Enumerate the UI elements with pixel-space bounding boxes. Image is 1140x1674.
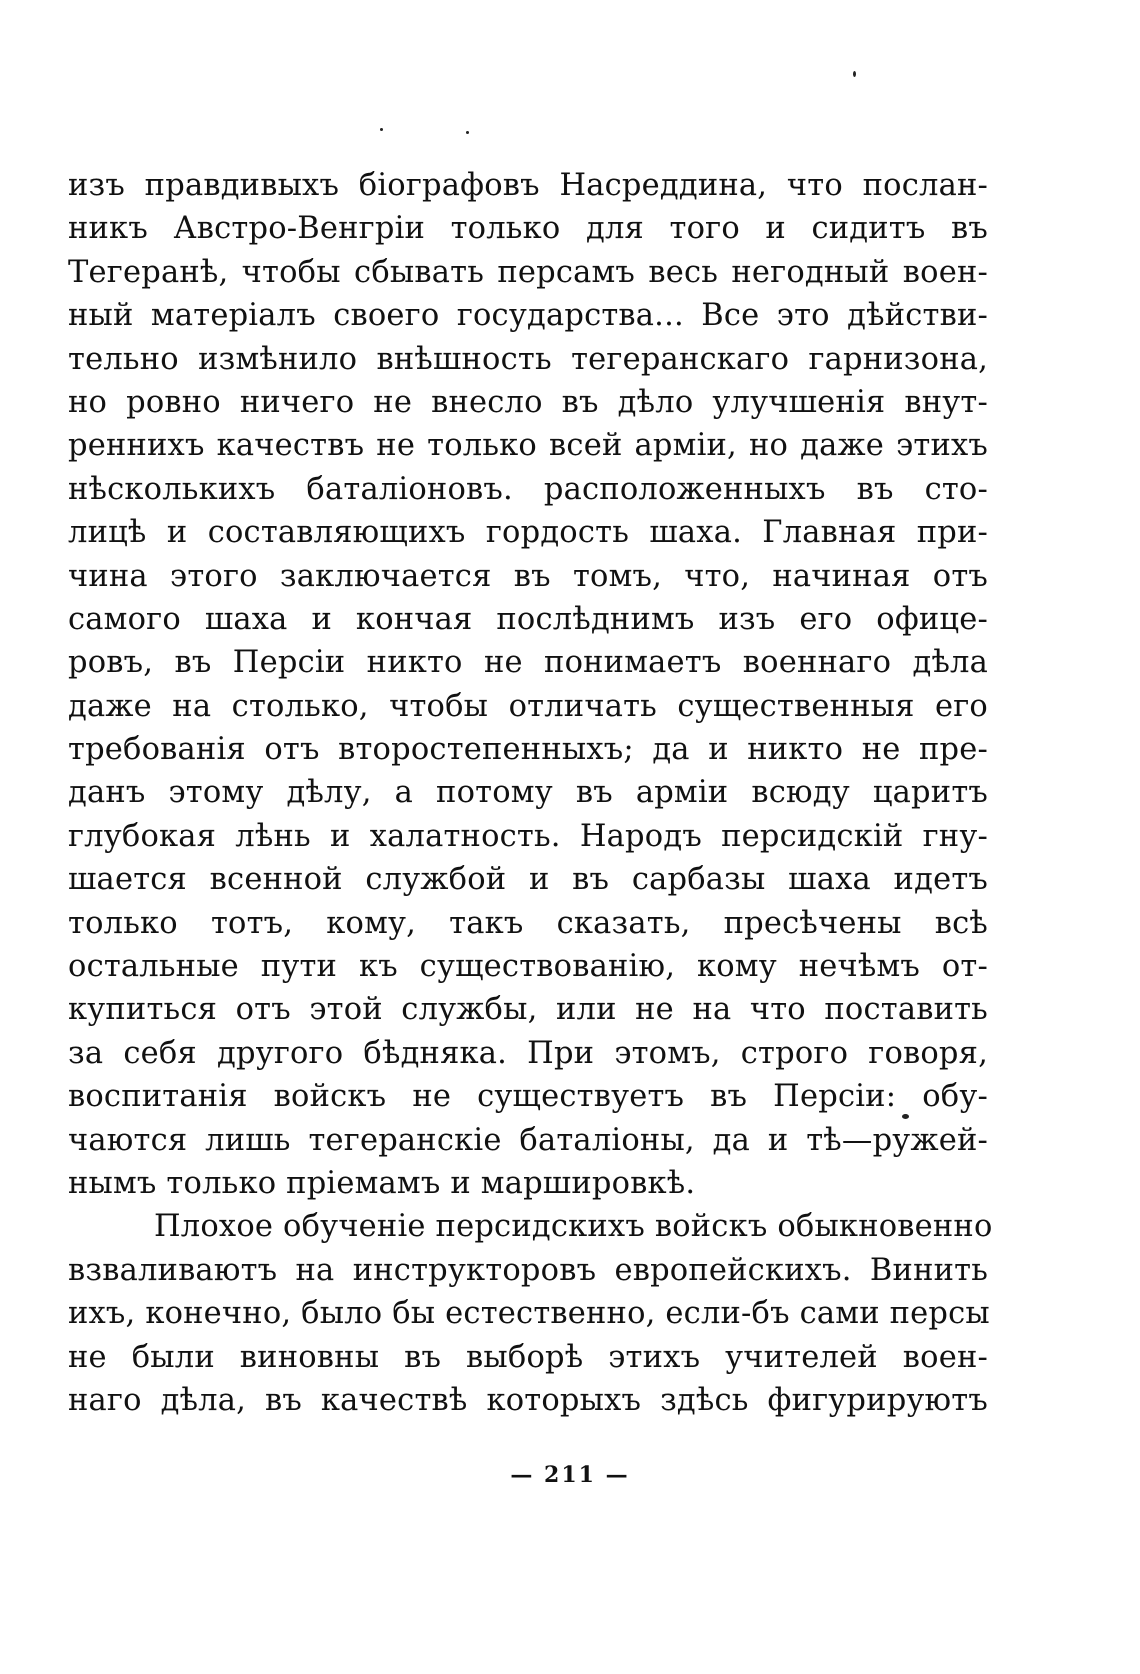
text-line: только тотъ, кому, такъ сказать, пресѣчены всѣ [68,905,988,941]
text-line: остальные пути къ существованію, кому нечѣмъ от- [68,949,988,985]
print-speck [853,71,856,77]
text-line: за себя другого бѣдняка. При этомъ, строго говоря, [68,1035,988,1071]
text-line: чина этого заключается въ томъ, что, начиная отъ [68,558,988,594]
text-line: ихъ, конечно, было бы естественно, если-бъ сами персы [68,1296,990,1332]
text-line: шается всенной службой и въ сарбазы шаха идетъ [68,862,988,898]
text-line: чаются лишь тегеранскіе баталіоны, да и тѣ—ружей- [68,1122,988,1158]
body-text [68,164,993,1422]
text-line: но ровно ничего не внесло въ дѣло улучшенія внут- [68,384,988,420]
paragraph-start-line: Плохое обученіе персидскихъ войскъ обыкновенно [154,1209,993,1245]
text-line: купиться отъ этой службы, или не на что поставить [68,992,988,1028]
text-line: взваливаютъ на инструкторовъ европейскихъ. Винить [68,1252,988,1288]
text-line: реннихъ качествъ не только всей арміи, но даже этихъ [68,428,988,464]
text-line: самого шаха и кончая послѣднимъ изъ его офице- [68,601,988,637]
text-line: нѣсколькихъ баталіоновъ. расположенныхъ въ сто- [68,471,988,507]
text-line: тельно измѣнило внѣшность тегеранскаго гарнизона, [68,341,988,377]
paragraph-end-line: нымъ только пріемамъ и маршировкѣ. [68,1165,696,1201]
text-line: лицѣ и составляющихъ гордость шаха. Главная при- [68,515,988,551]
text-line: наго дѣла, въ качествѣ которыхъ здѣсь фигурируютъ [68,1382,988,1418]
text-line: данъ этому дѣлу, а потому въ арміи всюду царитъ [68,775,988,811]
text-line: даже на столько, чтобы отличать существенныя его [68,688,988,724]
print-speck [466,131,469,134]
text-line: ный матеріалъ своего государства... Все это дѣйстви- [68,298,988,334]
text-line: воспитанія войскъ не существуетъ въ Персіи: обу- [68,1079,988,1115]
text-line: требованія отъ второстепенныхъ; да и никто не пре- [68,732,988,768]
text-line: изъ правдивыхъ біографовъ Насреддина, что послан- [68,168,988,203]
text-line: никъ Австро-Венгріи только для того и сидитъ въ [68,211,988,247]
page-number: — 211 — [510,1462,630,1488]
text-line: ровъ, въ Персіи никто не понимаетъ военнаго дѣла [68,645,988,681]
text-line: глубокая лѣнь и халатность. Народъ персидскій гну- [68,818,988,854]
print-speck [380,128,383,131]
text-line: Тегеранѣ, чтобы сбывать персамъ весь негодный воен- [68,254,988,290]
text-line: не были виновны въ выборѣ этихъ учителей воен- [68,1339,988,1375]
